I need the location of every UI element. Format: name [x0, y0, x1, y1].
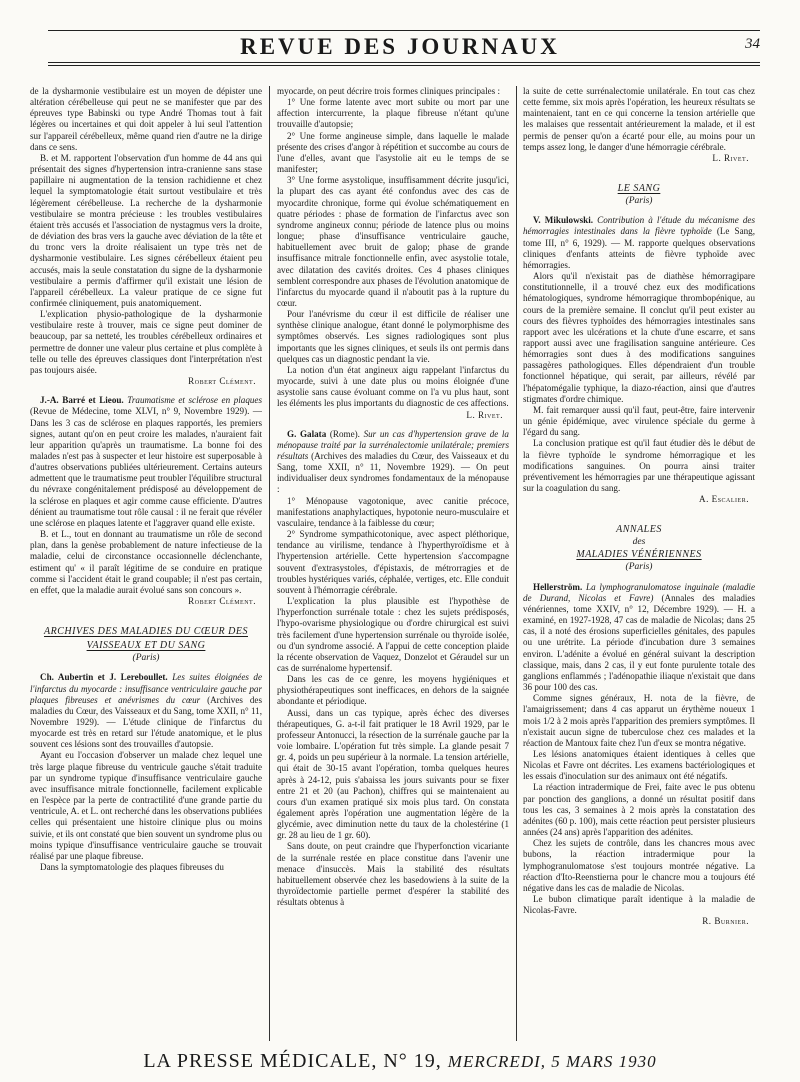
paragraph: 2° Une forme angineuse simple, dans laquelle le malade présente des crises d'angor à répétition et succombe au cours de l'une d'elles, avant que l'asystolie ait eu le temps de se manifester;: [277, 130, 509, 175]
signature: Robert Clément.: [188, 376, 256, 387]
page-header: [0, 28, 800, 68]
paragraph: 3° Une forme asystolique, insuffisamment décrite jusqu'ici, la plupart des cas ayant été confondus avec des cas de myocardite chronique, forme qui évolue schématiquement en quatre périodes : phase de formation de l'infarctus avec son syndrome angineux connu; période de latence plus ou moins longue; phase d'insuffisance ventriculaire gauche, habituellement avec bruit de galop; phase de grande insuffisance mitrale fonctionnelle enfin, avec asystolie totale, avec dilatation des cavités droites. Ces 4 phases cliniques semblent correspondre aux phases de l'évolution anatomique de l'infarctus du myocarde quand il n'aboutit pas à la rupture du cœur.: [277, 175, 509, 308]
article-city: (Rome).: [329, 428, 360, 439]
paragraph: La conclusion pratique est qu'il faut étudier dès le début de la fièvre typhoïde le syndrome hémorragique et les modifications sanguines. On pourra ainsi traiter préventivement les hémorragies par une thérapeutique agissant sur la coagulation du sang.: [523, 438, 755, 493]
signature: A. Escalier.: [699, 494, 749, 505]
paragraph: de la dysharmonie vestibulaire est un moyen de dépister une altération cérébelleuse qui peut ne se manifester que par des épreuves type Babinski ou type André Thomas tout à fait légères ou incertaines et qui doit appeler à lui seul l'attention sur l'appareil cérébelleux, même quand rien d'autre ne la dirige dans ce sens.: [30, 86, 262, 152]
article-text: (Revue de Médecine, tome XLVI, n° 9, Novembre 1929). — Dans les 3 cas de sclérose en plaques rapportés, les premiers signes, autant qu'on en peut croire les malades, n'auraient fait leur apparition qu'après un traumatisme. La bonne foi des malades n'est pas à suspecter et leur histoire est superposable à d'autres observations publiées ultérieurement. Certains auteurs admettent que le traumatisme peut troubler l'équilibre structural du névraxe congénitalement prédisposé au développement de la sclérose en plaques et agir comme cause efficiente. D'autres dénient au traumatisme tout rôle causal : il ne ferait que révéler une sclérose en plaques latente et l'aggraver quand elle existe.: [30, 406, 262, 528]
paragraph: Le bubon climatique paraît identique à la maladie de Nicolas-Favre.: [523, 894, 755, 916]
article-title: Sur un cas d'hypertension grave de la ménopause traité par la surrénalectomie unilatérale; premiers résultats: [277, 428, 509, 461]
signature: L. Rivet.: [466, 409, 503, 420]
column-1: [30, 86, 262, 1046]
paragraph: myocarde, on peut décrire trois formes cliniques principales :: [277, 86, 500, 96]
article-author: J.-A. Barré et Lieou.: [40, 395, 124, 406]
paragraph: Pour l'anévrisme du cœur il est difficile de réaliser une synthèse clinique analogue, étant donné le polymorphisme des symptômes observés. Les signes radiologiques sont plus importants que les signes cliniques, et seuls ils ont permis dans quelques cas un diagnostic pendant la vie.: [277, 309, 509, 364]
paragraph: Sans doute, on peut craindre que l'hyperfonction vicariante de la surrénale restée en place constitue dans l'avenir une menace d'insuccès. Mais la stabilité des résultats habituellement observée chez les basedowiens à la suite de la thyroïdectomie partielle permet d'espérer la stabilité des résultats obtenus à: [277, 841, 509, 908]
paragraph: Dans les cas de ce genre, les moyens hygiéniques et physiothérapeutiques sont inefficaces, en dehors de la saignée abondante et périodique.: [277, 674, 509, 707]
section-city: (Paris): [132, 653, 160, 664]
article-author: Hellerström.: [533, 581, 583, 592]
article-text: (Archives des maladies du Cœur, des Vaisseaux et du Sang, tome XXII, n° 11, Novembre 1929). — On peut individualiser deux syndromes fondamentaux de la ménopause :: [277, 451, 509, 495]
paragraph: 1° Une forme latente avec mort subite ou mort par une affection intercurrente, la plaque fibreuse n'étant qu'une trouvaille d'autopsie;: [277, 97, 509, 130]
signature: Robert Clément.: [188, 596, 256, 607]
article-author: Ch. Aubertin et J. Lereboullet.: [40, 672, 168, 683]
column-2: [277, 86, 509, 1046]
article-abstract: [277, 429, 509, 496]
paragraph: Dans la symptomatologie des plaques fibreuses du: [40, 862, 224, 872]
footer-date: MERCREDI, 5 MARS 1930: [447, 1052, 657, 1071]
article-abstract: [523, 215, 755, 271]
paragraph: M. fait remarquer aussi qu'il faut, peut-être, faire intervenir un génie épidémique, avec virulence spéciale du germe à l'égard du sang.: [523, 404, 755, 438]
paragraph: Chez les sujets de contrôle, dans les chancres mous avec bubons, la réaction intradermique pour la lymphogranulomatose s'est toujours montrée négative. La réaction d'Ito-Reenstierna pour le chancre mou a toujours été négative dans les cas de maladie de Nicolas.: [523, 838, 755, 893]
article-text: (Annales des maladies vénériennes, tome XXIV, n° 12, Décembre 1929). — H. a examiné, en 1927-1928, 47 cas de maladie de Nicolas; dans 25 cas, il a noté des érosions superficielles génitales, des papules ou une urétrite. La période d'incubation dure 3 semaines environ. L'adénite a évolué en général suivant la description classique, mais, dans 2 cas, il y eut fonte purulente totale des ganglions enflammés ; l'adénopathie iliaque n'existait que dans 36 pour 100 des cas.: [523, 592, 755, 693]
article-text: (Le Sang, tome III, n° 6, 1929). — M. rapporte quelques observations cliniques d'enfants atteints de fièvre typhoïde avec hémorragies.: [523, 226, 755, 270]
section-city: (Paris): [625, 562, 653, 573]
header-rule-top: [48, 30, 760, 31]
column-3: [523, 86, 755, 1046]
paragraph: 2° Syndrome sympathicotonique, avec aspect pléthorique, tendance au virilisme, tendance à l'hyperthyroïdisme et à l'hypertension artérielle. Cette hypertension s'accompagne souvent d'extrasystoles, d'épistaxis, de métrorragies et de troubles hystériques variés, céphalée, vertiges, etc. Elle conduit souvent à l'hémorragie cérébrale.: [277, 529, 509, 595]
paragraph: Les lésions anatomiques étaient identiques à celles que Nicolas et Favre ont décrites. Les examens bactériologiques et les essais d'inoculation sur des animaux ont été négatifs.: [523, 748, 755, 782]
paragraph: la suite de cette surrénalectomie unilatérale. En tout cas chez cette femme, six mois après l'opération, les heureux résultats se maintenaient, tant en ce qui concerne la tension artérielle que les malaises que ressentait antérieurement la malade, et il est permis de penser qu'on a écarté pour elle, au moins pour un temps assez long, le danger d'une hémorragie cérébrale.: [523, 86, 755, 152]
article-author: G. Galata: [287, 428, 327, 439]
article-title: Les suites éloignées de l'infarctus du myocarde : insuffisance ventriculaire gauche par plaques fibreuses et anévrismes du cœur: [30, 672, 262, 705]
signature: R. Burnier.: [702, 916, 749, 927]
running-title: REVUE DES JOURNAUX: [240, 34, 560, 59]
section-heading: ARCHIVES DES MALADIES DU CŒUR DES VAISSEAUX ET DU SANG: [44, 626, 248, 652]
header-rule-bottom-2: [48, 65, 760, 66]
article-title: La lymphogranulomatose inguinale (maladie de Durand, Nicolas et Favre): [523, 581, 755, 603]
paragraph: La notion d'un état angineux aigu rappelant l'infarctus du myocarde, suivi à une date plus ou moins éloignée d'une asystolie sans cause évoluant comme on l'a vu plus haut, sont les éléments les plus importants du diagnostic de ces affections.: [277, 364, 509, 409]
paragraph: L'explication la plus plausible est l'hypothèse de l'hyperfonction surrénale totale : chez les sujets prédisposés, l'hypo-ovarisme physiologique ou d'ordre chirurgical est suivi très facilement d'une hypertension surrénale ou thyroïde isolée, ou d'un syndrome associé. A l'appui de cette conception plaide la récente observation de Vaquez, Donzelot et Géraudel sur un cas de surrénalome hypertensif.: [277, 596, 509, 673]
article-abstract: [523, 582, 755, 694]
paragraph: La réaction intradermique de Frei, faite avec le pus obtenu par ponction des ganglions, a donné un résultat positif dans tous les cas, 3 semaines à 2 mois après la constatation des adénites (60 p. 100), mais cette réaction peut persister plusieurs années (24 ans) après l'apparition des adénites.: [523, 782, 755, 838]
page-number: 34: [745, 36, 760, 52]
paragraph: Ayant eu l'occasion d'observer un malade chez lequel une très large plaque fibreuse du ventricule gauche s'était traduite par un syndrome typique d'insuffisance ventriculaire gauche avec insuffisance mitrale fonctionnelle, facilement explicable en l'espèce par la perte de contractilité d'une grande partie du ventricule, A. et L. ont recherché dans les observations publiées celles qui présentaient une histoire clinique plus ou moins suivie, et ils ont constaté que bien souvent un syndrome plus ou moins typique d'insuffisance ventriculaire gauche se trouvait réalisé par une plaque fibreuse.: [30, 750, 262, 861]
footer-journal: LA PRESSE MÉDICALE, N° 19,: [143, 1050, 442, 1072]
article-text: (Archives des maladies du Cœur, des Vaisseaux et du Sang, tome XXII, n° 11, Novembre 1929). — L'étude clinique de l'infarctus du myocarde est très en retard sur l'étude anatomique, et le plus souvent ces lésions sont des trouvailles d'autopsie.: [30, 694, 262, 750]
article-abstract: [30, 395, 262, 529]
page-footer: [0, 1050, 800, 1073]
article-title: Traumatisme et sclérose en plaques: [127, 395, 262, 406]
signature: L. Rivet.: [712, 152, 749, 163]
paragraph: Comme signes généraux, H. nota de la fièvre, de l'amaigrissement; dans 4 cas apparut un érythème noueux 1 mois 1/2 à 2 mois après l'apparition des premiers symptômes. Il n'existait aucun signe de tuberculose chez ces malades et la réaction de Mantoux faite chez l'un d'eux se montra négative.: [523, 693, 755, 748]
section-heading: MALADIES VÉNÉRIENNES: [576, 549, 702, 561]
paragraph: Alors qu'il n'existait pas de diathèse hémorragipare constitutionnelle, il a trouvé chez eux des modifications hématologiques, syndrome hémorragique thrombopénique, au cours de la première semaine. Il conclut qu'il peut exister au cours des fièvres typhoïdes des hémorragies intestinales sans rapport avec les ulcérations et la chute d'une escarre, et sans rapport aussi avec une fragilisation sanguine antérieure. Ces hémorragies sont dues à des modifications sanguines passagères pathologiques. Elles dépendraient d'un trouble fonctionnel hépatique, qui serait, par ailleurs, révélé par l'hépatomégalie typhique, la diazo-réaction, ainsi que d'autres stigmates d'ordre chimique.: [523, 271, 755, 404]
paragraph: B. et L., tout en donnant au traumatisme un rôle de second plan, dans la genèse probablement de nature infectieuse de la maladie, celui de circonstance occasionnelle déclenchante, estiment qu' « il paraît légitime de se conduire en pratique comme si l'accident était le grand coupable; il n'est pas certain, en effet, que la maladie aurait évolué sans son concours ».: [30, 529, 262, 595]
section-heading: LE SANG: [617, 183, 661, 195]
section-heading: ANNALES: [616, 524, 662, 536]
header-rule-bottom: [48, 62, 760, 63]
paragraph: Aussi, dans un cas typique, après échec des diverses thérapeutiques, G. a-t-il fait pratiquer le 18 Avril 1929, par le professeur Antonucci, la résection de la surrénale gauche par la voie lombaire. L'opération fut très simple. La glande pesait 7 gr. 4, poids un peu supérieur à la normale. La tension artérielle, qui était de 30-15 avant l'opération, tomba quelques heures après à 24-12, puis s'abaissa les jours suivants pour se fixer entre 21 et 20 (au Pachon), chiffres qui se maintenaient au cours d'un examen pratiqué six mois plus tard. On constata également après l'opération une augmentation légère de la glycémie, avec diminution nette du taux de la cholestérine (1 gr. 28 au lieu de 1 gr. 60).: [277, 707, 509, 841]
article-author: V. Mikulowski.: [533, 215, 594, 226]
article-title: Contribution à l'étude du mécanisme des hémorragies intestinales dans la fièvre typhoïde: [523, 215, 755, 237]
paragraph: 1° Ménopause vagotonique, avec canitie précoce, manifestations anaphylactiques, hypotonie neuro-musculaire et vasculaire, tendance à la faiblesse du cœur;: [277, 495, 509, 528]
section-city: (Paris): [625, 196, 653, 207]
column-separator: [269, 86, 270, 1041]
paragraph: B. et M. rapportent l'observation d'un homme de 44 ans qui présentait des signes d'hypertension intra-cranienne sans stase papillaire ni augmentation de la tension rachidienne et chez lequel la symptomatologie était surtout vestibulaire et très légèrement cérébelleuse. La recherche de la dysharmonie vestibulaire se montra précieuse : les troubles vestibulaires étaient très accusés et l'association de nystagmus vers la droite, de déviation des bras vers la gauche avec déviation de la tête et du tronc vers la droite réalisaient un type très net de dysharmonie vestibulaire. Les signes cérébelleux étaient peu accusés, mais la seule constatation du signe de la dysharmonie vestibulaire a permis d'affirmer qu'il existait une lésion de l'appareil cérébelleux. La valeur pratique de ce signe fut confirmée cliniquement, puis anatomiquement.: [30, 152, 262, 308]
column-separator: [516, 86, 517, 1041]
paragraph: L'explication physio-pathologique de la dysharmonie vestibulaire reste à trouver, mais ce signe peut dominer de beaucoup, par sa netteté, les troubles cérébelleux ordinaires et permettre de donner une valeur plus certaine et plus complète à telle ou telle des épreuves classiques dont l'interprétation n'est pas toujours aisée.: [30, 309, 262, 375]
section-heading-des: des: [632, 537, 646, 548]
article-abstract: [30, 672, 262, 750]
